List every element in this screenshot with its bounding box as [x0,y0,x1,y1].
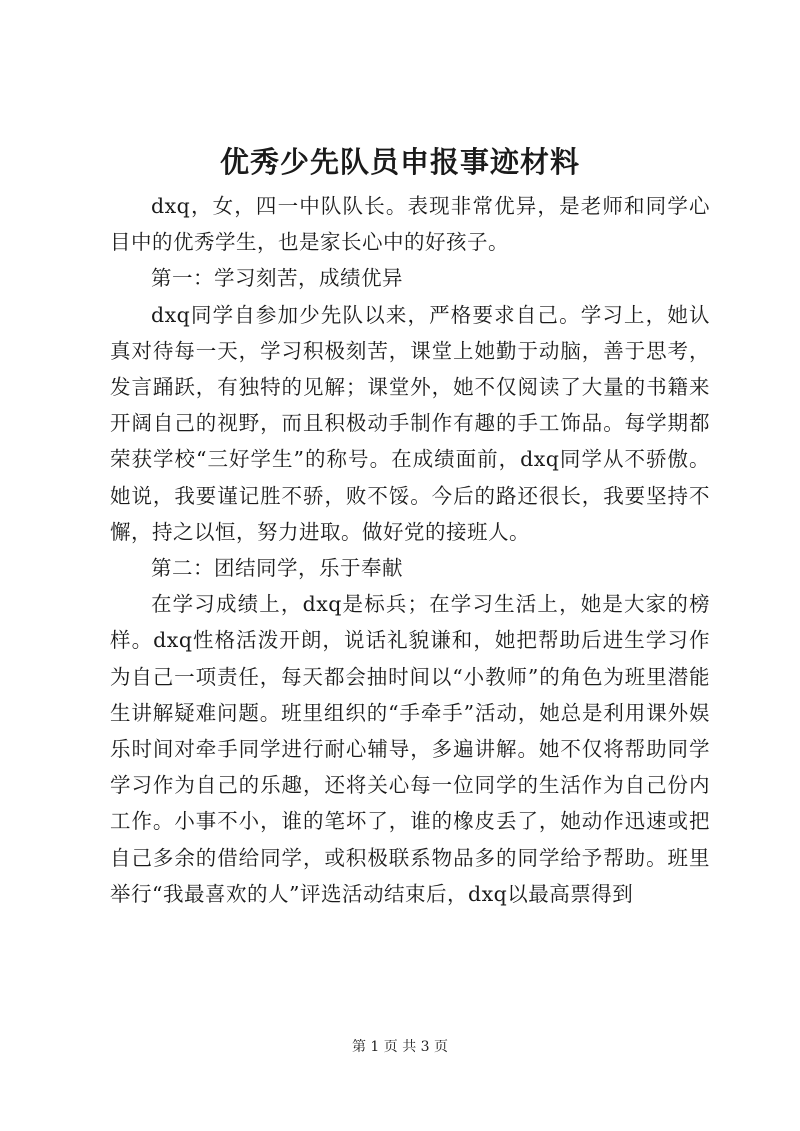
document-title: 优秀少先队员申报事迹材料 [219,145,580,179]
page-footer: 第 1 页 共 3 页 [351,1039,449,1055]
document-body [110,188,710,912]
paragraph-intro: dxq，女，四一中队队长。表现非常优异，是老师和同学心目中的优秀学生，也是家长心中的好孩子。 [110,194,710,255]
section-heading-1: 第一：学习刻苦，成绩优异 [151,266,403,291]
section-heading-2: 第二：团结同学，乐于奉献 [151,556,403,581]
paragraph-unity: 在学习成绩上，dxq是标兵；在学习生活上，她是大家的榜样。dxq性格活泼开朗，说话礼貌谦和，她把帮助后进生学习作为自己一项责任，每天都会抽时间以“小教师”的角色为班里潜能生讲解疑难问题。班里组织的“手牵手”活动，她总是利用课外娱乐时间对牵手同学进行耐心辅导，多遍讲解。她不仅将帮助同学学习作为自己的乐趣，还将关心每一位同学的生活作为自己份内工作。小事不小，谁的笔坏了，谁的橡皮丢了，她动作迅速或把自己多余的借给同学，或积极联系物品多的同学给予帮助。班里举行“我最喜欢的人”评选活动结束后，dxq以最高票得到 [110,592,710,906]
paragraph-study: dxq同学自参加少先队以来，严格要求自己。学习上，她认真对待每一天，学习积极刻苦，课堂上她勤于动脑，善于思考，发言踊跃，有独特的见解；课堂外，她不仅阅读了大量的书籍来开阔自己的视野，而且积极动手制作有趣的手工饰品。每学期都荣获学校“三好学生”的称号。在成绩面前，dxq同学从不骄傲。她说，我要谨记胜不骄，败不馁。今后的路还很长，我要坚持不懈，持之以恒，努力进取。做好党的接班人。 [110,302,710,544]
